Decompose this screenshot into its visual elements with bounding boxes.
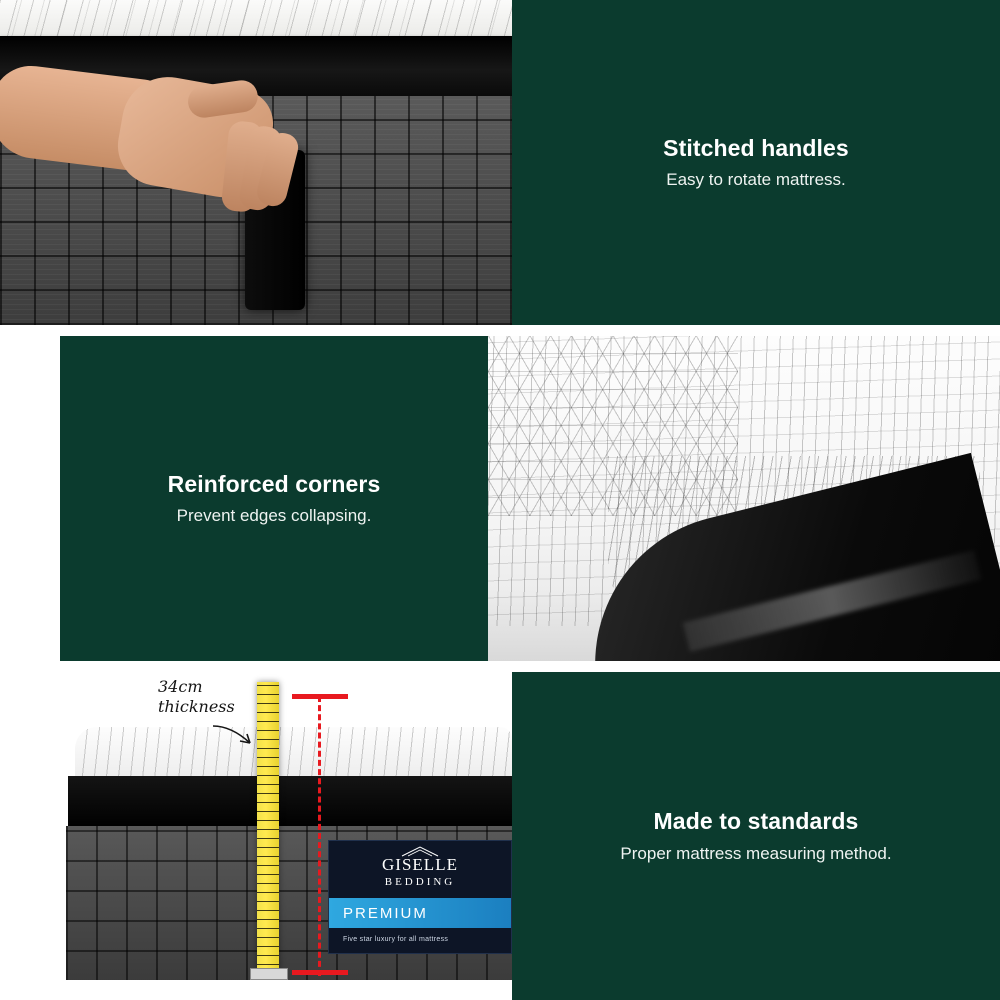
tape-measure-hook bbox=[250, 968, 288, 980]
hand-illustration bbox=[0, 62, 310, 232]
caption-stitched-handles bbox=[512, 0, 1000, 325]
thickness-annotation bbox=[158, 677, 235, 717]
brand-logo-icon bbox=[400, 845, 440, 857]
measure-marker-bottom bbox=[292, 970, 348, 975]
photo-reinforced-corner bbox=[488, 336, 1000, 661]
panel-subtitle-stitched-handles: Easy to rotate mattress. bbox=[666, 170, 846, 190]
brand-strip: PREMIUM bbox=[329, 898, 511, 928]
photo-floor bbox=[60, 980, 512, 1000]
brand-label bbox=[328, 840, 512, 954]
caption-made-to-standards bbox=[512, 672, 1000, 1000]
mattress-top-quilt bbox=[75, 727, 512, 779]
tape-measure bbox=[257, 682, 279, 974]
caption-reinforced-corners bbox=[60, 336, 488, 661]
brand-name: GISELLE bbox=[382, 855, 458, 874]
brand-footnote: Five star luxury for all mattress bbox=[343, 936, 449, 943]
measure-dashed-line bbox=[318, 696, 321, 976]
photo-stitched-handles bbox=[0, 0, 512, 325]
mattress-black-band bbox=[68, 776, 512, 828]
annotation-arrow-icon bbox=[212, 724, 256, 748]
brand-subname: BEDDING bbox=[384, 876, 456, 888]
panel-title-made-to-standards: Made to standards bbox=[653, 808, 859, 835]
thickness-value: 34cm bbox=[158, 677, 203, 696]
thickness-label: thickness bbox=[158, 697, 235, 716]
panel-title-reinforced-corners: Reinforced corners bbox=[167, 470, 381, 497]
tape-measure-ticks bbox=[257, 682, 279, 974]
panel-subtitle-reinforced-corners: Prevent edges collapsing. bbox=[176, 506, 372, 526]
photo-mattress-measurement bbox=[60, 672, 512, 1000]
panel-subtitle-made-to-standards: Proper mattress measuring method. bbox=[620, 843, 892, 863]
panel-title-stitched-handles: Stitched handles bbox=[663, 134, 849, 161]
